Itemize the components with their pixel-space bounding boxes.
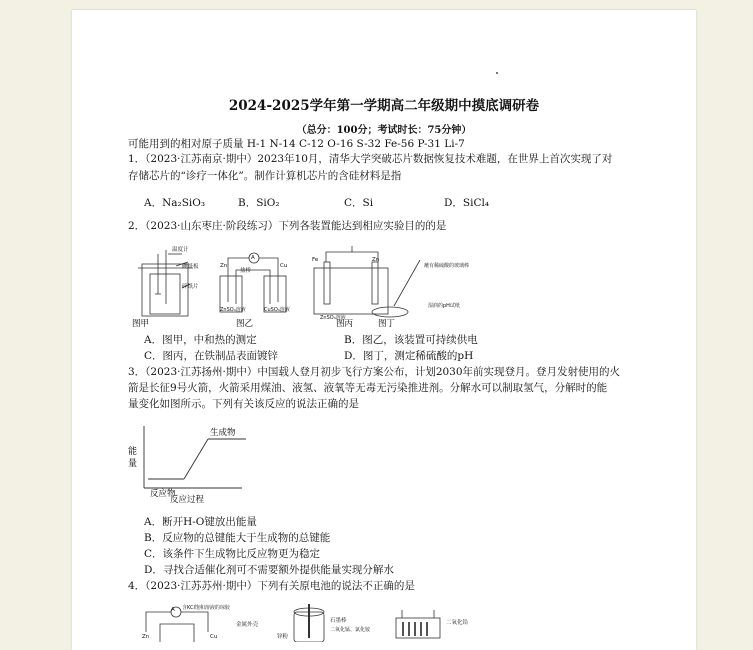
q4-label-pbo2: 二氧化铅 xyxy=(446,620,469,626)
label-zn: Zn xyxy=(220,263,228,269)
label-ph-paper: 湿润的pH试纸 xyxy=(428,303,460,309)
caption-fig-a: 图甲 xyxy=(132,319,150,328)
q2-option-b: B．图乙，该装置可持续供电 xyxy=(344,334,478,346)
q2-option-c: C．图丙，在铁制品表面镀锌 xyxy=(144,350,279,362)
q1-option-d: D．SiCl₄ xyxy=(444,197,490,209)
glass-rod xyxy=(394,260,420,306)
q2-option-a: A．图甲，中和热的测定 xyxy=(144,334,257,346)
energy-diagram xyxy=(128,422,248,504)
q4-label-zinc-powder: 锌粉 xyxy=(277,634,289,640)
q4-label-graphite: 石墨棒 xyxy=(330,618,347,624)
label-glass-rod: 蘸有稀硫酸的玻璃棒 xyxy=(424,263,470,269)
reaction-path xyxy=(184,439,208,479)
label-znso4: ZnSO₄溶液 xyxy=(220,307,246,313)
calorimeter-inner-beaker xyxy=(150,274,180,314)
label-cuso4: CuSO₄溶液 xyxy=(264,307,290,313)
label-cu: Cu xyxy=(280,263,288,269)
label-fe: Fe xyxy=(312,257,319,263)
q3-option-c: C．该条件下生成物比反应物更为稳定 xyxy=(144,548,321,560)
q1-stem-line2: 存储芯片的“诊疗一体化”。制作计算机芯片的含硅材料是指 xyxy=(128,170,402,182)
q4-label-ammeter: A xyxy=(171,607,175,613)
label-znso4-2: ZnSO₄溶液 xyxy=(320,315,346,321)
q3-stem-line3: 量变化如图所示。下列有关该反应的说法正确的是 xyxy=(128,398,359,410)
q4-label-mno2: 二氧化锰、氯化铵 xyxy=(330,627,371,633)
q3-option-a: A．断开H-O键放出能量 xyxy=(144,516,257,528)
q3-stem-line1: 3．（2023·江苏扬州·期中）中国载人登月初步飞行方案公布，计划2030年前实现登月。登月发射使用的火 xyxy=(128,366,621,378)
q4-label-metal-shell: 金属外壳 xyxy=(236,622,259,628)
exam-title: 2024-2025学年第一学期高二年级期中摸底调研卷 xyxy=(228,98,540,114)
label-paper-scraps: 碎纸片 xyxy=(182,284,199,290)
caption-fig-d: 图丁 xyxy=(378,319,396,328)
q1-stem-line1: 1．（2023·江苏南京·期中）2023年10月，清华大学突破芯片数据恢复技术难题，在世界上首次实现了对 xyxy=(128,153,613,165)
q3-stem-line2: 箭是长征9号火箭，火箭采用煤油、液氢、液氧等无毒无污染推进剂。分解水可以制取氢气，分解时的能 xyxy=(128,382,608,394)
watch-glass xyxy=(372,307,408,317)
q1-option-b: B．SiO₂ xyxy=(238,197,280,209)
label-zn-2: Zn xyxy=(372,257,380,263)
y-label-1: 能 xyxy=(128,447,138,457)
salt-bridge xyxy=(236,270,270,304)
q4-stem: 4．（2023·江苏苏州·期中）下列有关原电池的说法不正确的是 xyxy=(128,580,415,592)
label-cardboard: 硬纸板 xyxy=(182,264,199,270)
caption-fig-b: 图乙 xyxy=(236,319,254,328)
exam-subtitle: （总分：100分；考试时长：75分钟） xyxy=(296,125,472,136)
q2-stem: 2．（2023·山东枣庄·阶段练习）下列各装置能达到相应实验目的的是 xyxy=(128,220,447,232)
calorimeter-outer-beaker xyxy=(142,264,188,316)
q1-option-c: C．Si xyxy=(344,197,374,209)
q1-option-a: A．Na₂SiO₃ xyxy=(144,197,206,209)
label-thermometer: 温度计 xyxy=(172,247,189,253)
q4-cells-figure xyxy=(128,602,468,642)
q4-label-agar: 含KCl饱和溶液的琼胶 xyxy=(182,605,230,611)
q3-option-b: B．反应物的总键能大于生成物的总键能 xyxy=(144,532,331,544)
product-label: 生成物 xyxy=(210,428,236,438)
salt-bridge-2 xyxy=(160,624,194,642)
x-axis-label: 反应过程 xyxy=(170,495,205,505)
plating-beaker xyxy=(314,268,388,314)
label-ammeter: A xyxy=(251,255,255,261)
q2-option-d: D．图丁，测定稀硫酸的pH xyxy=(344,350,474,362)
q3-option-d: D．寻找合适催化剂可不需要额外提供能量实现分解水 xyxy=(144,564,394,576)
atomic-masses: 可能用到的相对原子质量 H-1 N-14 C-12 O-16 S-32 Fe-56 P-31 Li-7 xyxy=(128,138,465,150)
reactant-label: 反应物 xyxy=(150,489,176,499)
label-salt-bridge: 盐桥 xyxy=(240,268,252,274)
exam-page xyxy=(72,10,696,650)
y-label-2: 量 xyxy=(128,459,138,469)
q4-label-zn: Zn xyxy=(142,634,150,640)
q2-apparatus-figure xyxy=(128,244,428,328)
speck xyxy=(496,72,498,74)
q4-label-cu: Cu xyxy=(210,634,218,640)
caption-fig-c: 图丙 xyxy=(336,319,354,328)
